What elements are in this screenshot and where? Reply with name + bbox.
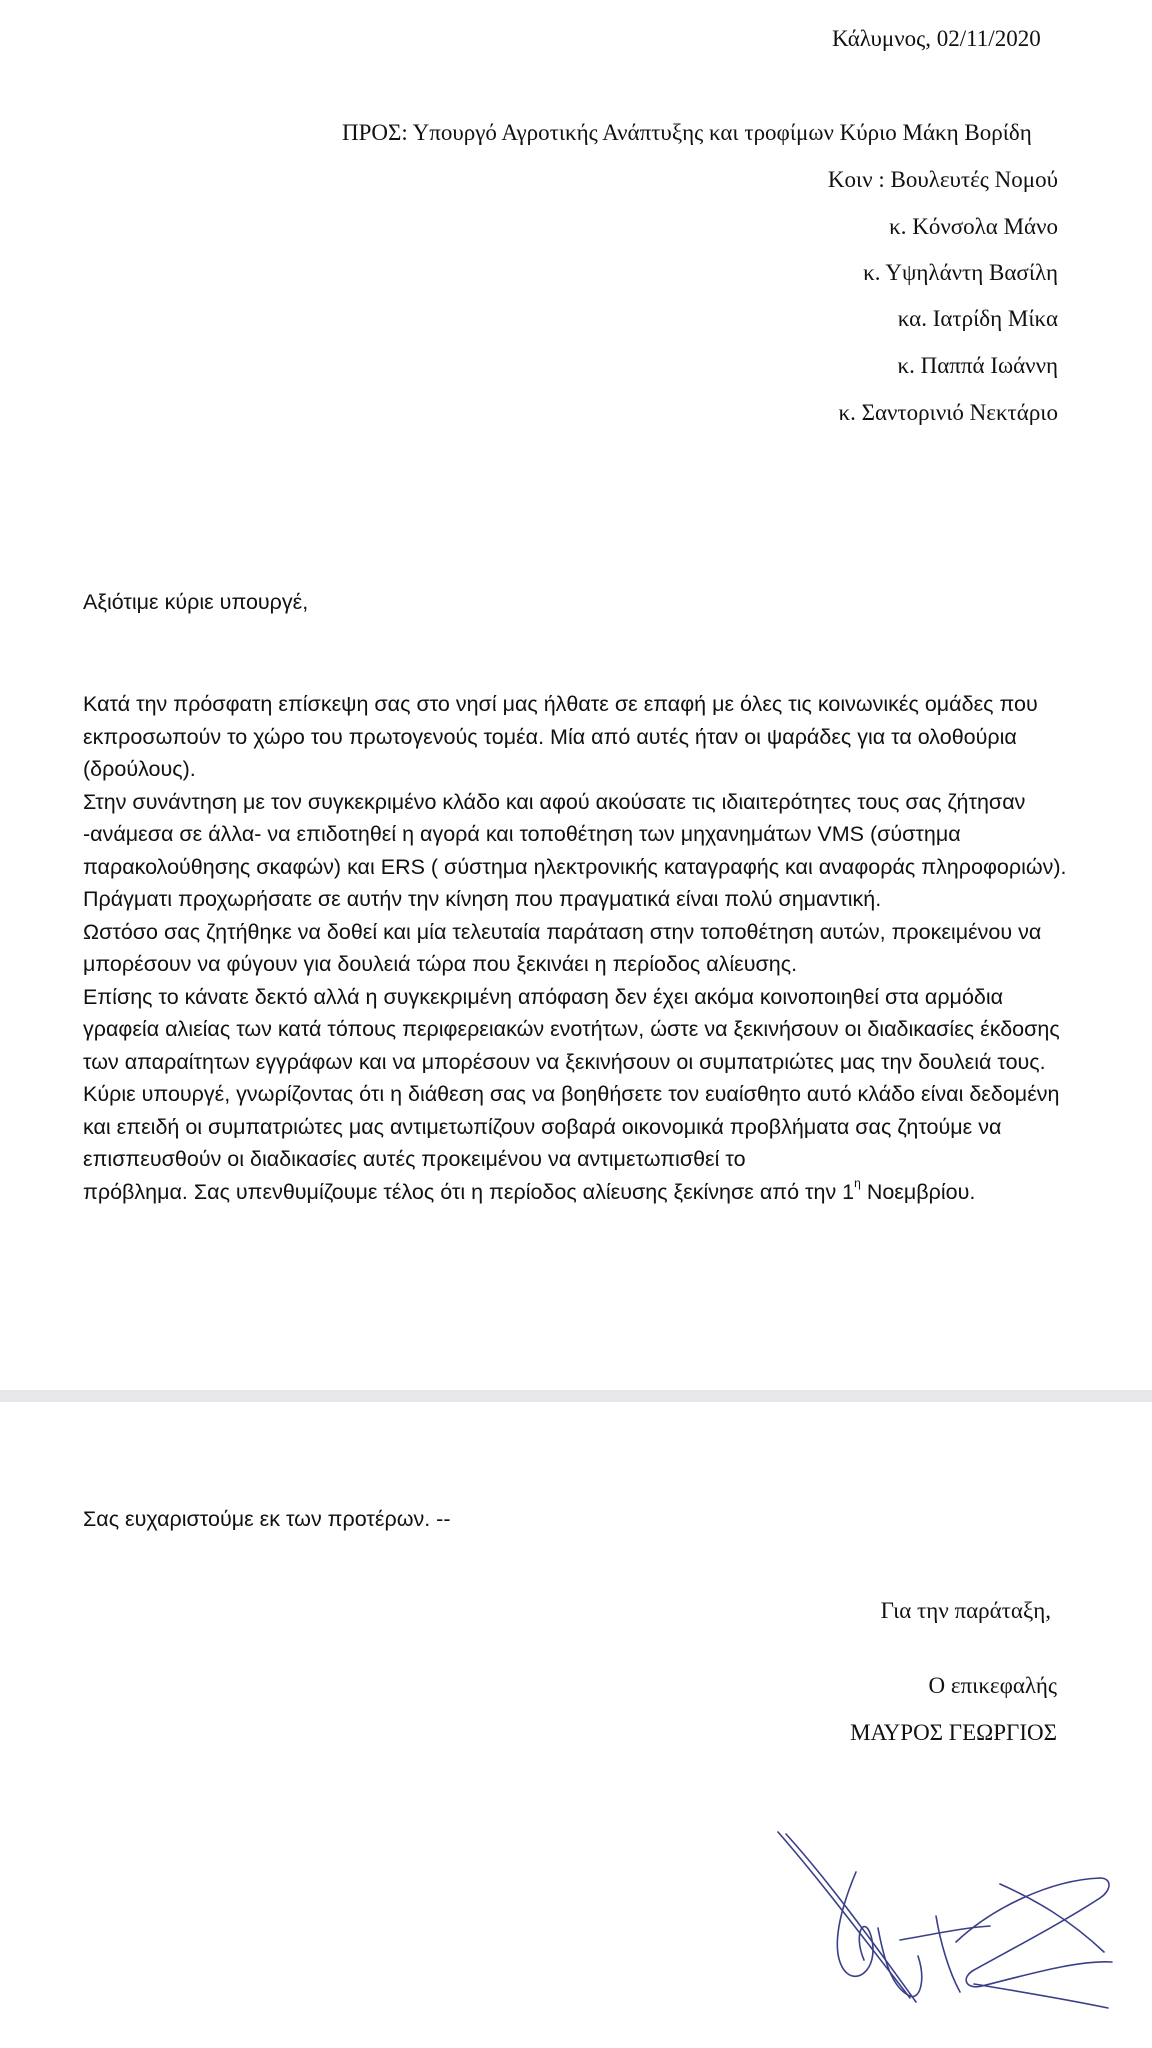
cc-recipient: κ. Σαντορινιό Νεκτάριο [838,400,1058,425]
body-last-line [83,1175,976,1204]
leader-name: ΜΑΥΡΟΣ ΓΕΩΡΓΙΟΣ [850,1720,1057,1745]
cc-recipient: κ. Κόνσολα Μάνο [889,214,1058,239]
page-divider [0,1390,1152,1402]
body-paragraph: Στην συνάντηση με τον συγκεκριμένο κλάδο και αφού ακούσατε τις ιδιαιτερότητες τους σας ζήτησαν -ανάμεσα σε άλλα- να επιδοτηθεί η αγορά και τοποθέτηση των μηχανημάτων VMS (σύστημα παρακολούθησης σκαφών) και ERS ( σύστημα ηλεκτρονικής καταγραφής και αναφοράς πληροφοριών). Πράγματι προχωρήσατε σε αυτήν την κίνηση που πραγματικά είναι πολύ σημαντική. [83,789,1067,911]
letter-body [83,688,1073,1208]
ordinal-superscript: η [854,1175,861,1190]
cc-recipient: κα. Ιατρίδη Μίκα [897,306,1058,331]
cc-recipient: κ. Παππά Ιωάννη [897,353,1058,378]
thanks-line: Σας ευχαριστούμε εκ των προτέρων. -- [83,1507,451,1531]
recipient-line: ΠΡΟΣ: Υπουργό Αγροτικής Ανάπτυξης και τροφίμων Κύριο Μάκη Βορίδη [342,120,1032,145]
body-last-line-end: Νοεμβρίου. [860,1179,976,1204]
place-date: Κάλυμνος, 02/11/2020 [832,26,1041,51]
leader-title: Ο επικεφαλής [928,1673,1057,1698]
for-party-line: Για την παράταξη, [880,1598,1051,1623]
body-paragraph-text: Κύριε υπουργέ, γνωρίζοντας ότι η διάθεση σας να βοηθήσετε τον ευαίσθητο αυτό κλάδο είναι δεδομένη και επειδή οι συμπατριώτες μας αντιμετωπίζουν σοβαρά οικονομικά προβλήματα σας ζητούμε να επισπευσθούν οι διαδικασίες αυτές προκειμένου να αντιμετωπισθεί το [83,1082,1060,1171]
salutation: Αξιότιμε κύριε υπουργέ, [83,590,309,614]
body-paragraph: Κατά την πρόσφατη επίσκεψη σας στο νησί μας ήλθατε σε επαφή με όλες τις κοινωνικές ομάδες που εκπροσωπούν το χώρο του πρωτογενούς τομέα. Μία από αυτές ήταν οι ψαράδες για τα ολοθούρια (δρούλους). [83,692,1038,781]
signature-image [760,1820,1120,2010]
body-last-line-text: πρόβλημα. Σας υπενθυμίζουμε τέλος ότι η περίοδος αλίευσης ξεκίνησε από την 1 [83,1179,855,1204]
body-paragraph: Ωστόσο σας ζητήθηκε να δοθεί και μία τελευταία παράταση στην τοποθέτηση αυτών, προκειμένου να μπορέσουν να φύγουν για δουλειά τώρα που ξεκινάει η περίοδος αλίευσης. [83,919,1042,976]
body-paragraph: Επίσης το κάνατε δεκτό αλλά η συγκεκριμένη απόφαση δεν έχει ακόμα κοινοποιηθεί στα αρμόδια γραφεία αλιείας των κατά τόπους περιφερειακών ενοτήτων, ώστε να ξεκινήσουν οι διαδικασίες έκδοσης των απαραίτητων εγγράφων και να μπορέσουν να ξεκινήσουν οι συμπατριώτες μας την δουλειά τους. [83,984,1060,1074]
body-paragraph [83,1078,1073,1208]
cc-label: Κοιν : Βουλευτές Νομού [827,167,1058,192]
cc-recipient: κ. Υψηλάντη Βασίλη [863,260,1058,285]
